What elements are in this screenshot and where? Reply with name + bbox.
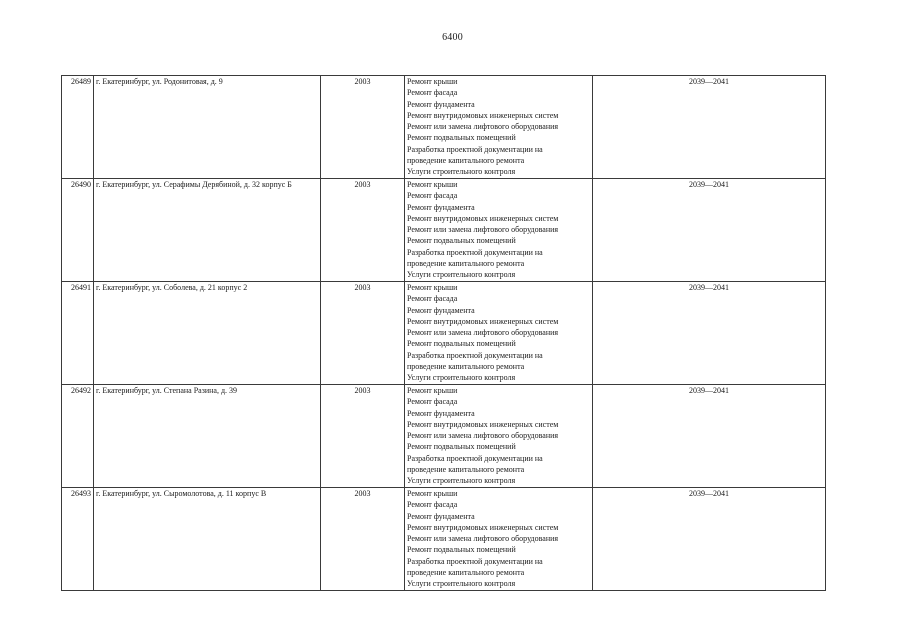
- table-row: [62, 76, 826, 179]
- registry-table: [61, 75, 826, 591]
- work-item: Ремонт или замена лифтового оборудования: [407, 328, 559, 338]
- work-item: Разработка проектной документации на: [407, 144, 543, 154]
- row-works: [405, 488, 593, 591]
- work-item: Ремонт фасада: [407, 88, 458, 98]
- work-item: Ремонт или замена лифтового оборудования: [407, 225, 559, 235]
- work-item: Услуги строительного контроля: [407, 579, 516, 589]
- row-address: г. Екатеринбург, ул. Серафимы Дерябиной, д. 32 корпус Б: [94, 179, 321, 282]
- row-works: [405, 76, 593, 179]
- work-item: Ремонт подвальных помещений: [407, 442, 516, 452]
- row-id: 26493: [62, 488, 94, 591]
- work-item: Разработка проектной документации на: [407, 247, 543, 257]
- row-year: 2003: [321, 385, 405, 488]
- work-item: Ремонт фундамента: [407, 511, 475, 521]
- work-item: Услуги строительного контроля: [407, 373, 516, 383]
- row-address: г. Екатеринбург, ул. Родонитовая, д. 9: [94, 76, 321, 179]
- row-id: 26492: [62, 385, 94, 488]
- table-row: [62, 179, 826, 282]
- row-year: 2003: [321, 488, 405, 591]
- row-year: 2003: [321, 179, 405, 282]
- work-item: Ремонт фасада: [407, 294, 458, 304]
- work-item: Ремонт внутридомовых инженерных систем: [407, 110, 559, 120]
- work-item: Услуги строительного контроля: [407, 270, 516, 280]
- row-address: г. Екатеринбург, ул. Сыромолотова, д. 11 корпус В: [94, 488, 321, 591]
- table-row: [62, 282, 826, 385]
- work-item: Разработка проектной документации на: [407, 453, 543, 463]
- row-works: [405, 385, 593, 488]
- work-item: Ремонт фундамента: [407, 99, 475, 109]
- row-id: 26491: [62, 282, 94, 385]
- row-works: [405, 282, 593, 385]
- work-item: Ремонт подвальных помещений: [407, 236, 516, 246]
- row-period: 2039—2041: [593, 488, 826, 591]
- page-number: 6400: [442, 32, 463, 43]
- work-item: Ремонт или замена лифтового оборудования: [407, 534, 559, 544]
- work-item: Ремонт или замена лифтового оборудования: [407, 431, 559, 441]
- row-period: 2039—2041: [593, 282, 826, 385]
- work-item: Ремонт подвальных помещений: [407, 133, 516, 143]
- work-item: Разработка проектной документации на: [407, 556, 543, 566]
- work-item: проведение капитального ремонта: [407, 259, 525, 269]
- work-item: проведение капитального ремонта: [407, 568, 525, 578]
- row-address: г. Екатеринбург, ул. Степана Разина, д. 39: [94, 385, 321, 488]
- work-item: Разработка проектной документации на: [407, 350, 543, 360]
- work-item: Ремонт крыши: [407, 489, 458, 498]
- row-works: [405, 179, 593, 282]
- work-item: Ремонт фундамента: [407, 305, 475, 315]
- work-item: Ремонт или замена лифтового оборудования: [407, 122, 559, 132]
- row-address: г. Екатеринбург, ул. Соболева, д. 21 корпус 2: [94, 282, 321, 385]
- work-item: проведение капитального ремонта: [407, 156, 525, 166]
- work-item: Ремонт внутридомовых инженерных систем: [407, 316, 559, 326]
- row-period: 2039—2041: [593, 179, 826, 282]
- work-item: Ремонт крыши: [407, 386, 458, 395]
- table-row: [62, 488, 826, 591]
- row-year: 2003: [321, 282, 405, 385]
- work-item: проведение капитального ремонта: [407, 362, 525, 372]
- row-id: 26490: [62, 179, 94, 282]
- work-item: Услуги строительного контроля: [407, 167, 516, 177]
- work-item: Ремонт крыши: [407, 180, 458, 189]
- row-period: 2039—2041: [593, 76, 826, 179]
- row-year: 2003: [321, 76, 405, 179]
- row-period: 2039—2041: [593, 385, 826, 488]
- work-item: Ремонт внутридомовых инженерных систем: [407, 213, 559, 223]
- work-item: Ремонт подвальных помещений: [407, 339, 516, 349]
- table-row: [62, 385, 826, 488]
- work-item: Ремонт крыши: [407, 77, 458, 86]
- work-item: Ремонт фасада: [407, 397, 458, 407]
- work-item: проведение капитального ремонта: [407, 465, 525, 475]
- work-item: Ремонт крыши: [407, 283, 458, 292]
- work-item: Ремонт фасада: [407, 191, 458, 201]
- work-item: Ремонт фундамента: [407, 408, 475, 418]
- work-item: Ремонт внутридомовых инженерных систем: [407, 419, 559, 429]
- row-id: 26489: [62, 76, 94, 179]
- work-item: Ремонт фундамента: [407, 202, 475, 212]
- work-item: Услуги строительного контроля: [407, 476, 516, 486]
- work-item: Ремонт подвальных помещений: [407, 545, 516, 555]
- work-item: Ремонт фасада: [407, 500, 458, 510]
- work-item: Ремонт внутридомовых инженерных систем: [407, 522, 559, 532]
